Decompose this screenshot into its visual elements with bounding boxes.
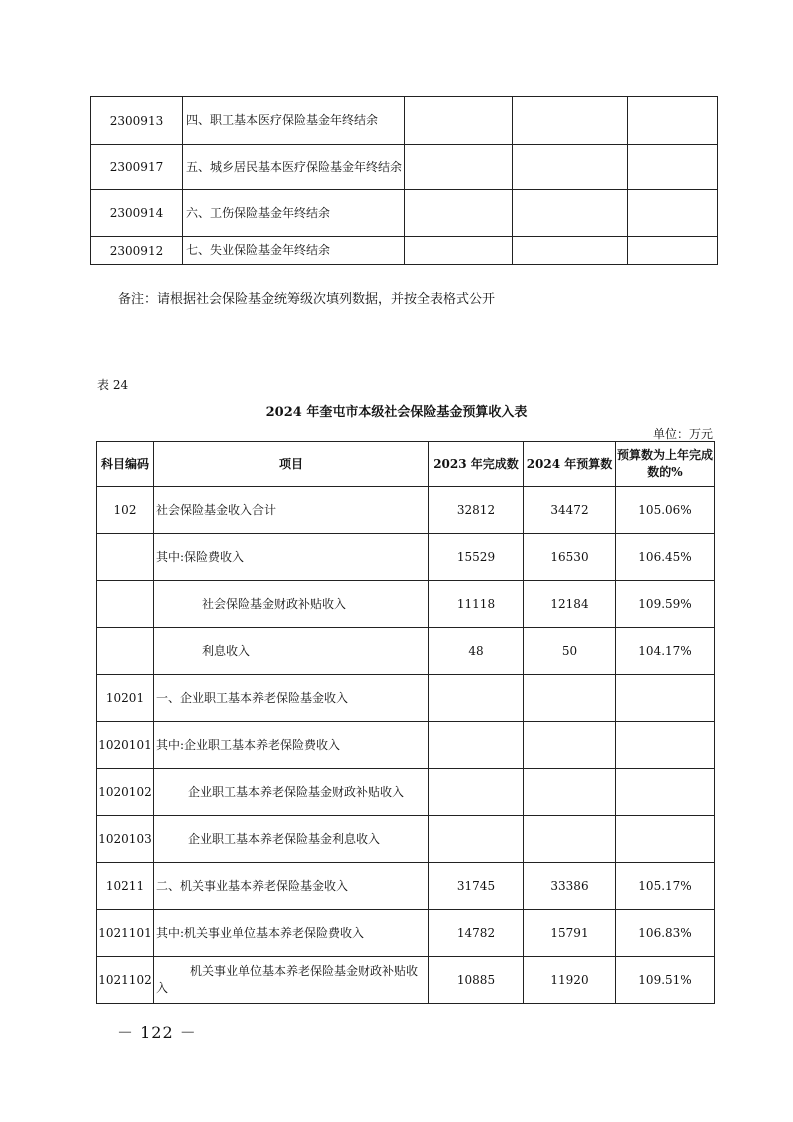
table-row — [97, 628, 715, 675]
empty-cell — [628, 97, 718, 145]
table-title: 2024 年奎屯市本级社会保险基金预算收入表 — [265, 405, 528, 420]
item-cell: 其中:企业职工基本养老保险费收入 — [154, 722, 429, 769]
header-item: 项目 — [154, 442, 429, 487]
header-budget-2024: 2024 年预算数 — [524, 442, 616, 487]
code-cell: 2300913 — [91, 97, 183, 145]
code-cell: 2300914 — [91, 190, 183, 237]
table-row — [97, 534, 715, 581]
empty-cell — [628, 190, 718, 237]
empty-cell — [513, 97, 628, 145]
ratio-cell — [616, 675, 715, 722]
empty-cell — [513, 190, 628, 237]
table-number: 表 24 — [97, 378, 129, 392]
ratio-cell: 109.51% — [616, 957, 715, 1004]
done-2023-cell: 11118 — [429, 581, 524, 628]
unit-label: 单位：万元 — [652, 427, 713, 441]
ratio-cell — [616, 769, 715, 816]
code-cell: 102 — [97, 487, 154, 534]
budget-2024-cell: 11920 — [524, 957, 616, 1004]
code-cell: 1020101 — [97, 722, 154, 769]
ratio-cell — [616, 722, 715, 769]
page-number: － 122 － — [117, 1023, 197, 1042]
code-cell: 10211 — [97, 863, 154, 910]
table-row — [97, 581, 715, 628]
code-cell — [97, 628, 154, 675]
header-ratio: 预算数为上年完成数的% — [616, 442, 715, 487]
empty-cell — [405, 97, 513, 145]
done-2023-cell: 32812 — [429, 487, 524, 534]
item-cell: 七、失业保险基金年终结余 — [183, 237, 405, 265]
table-row — [97, 863, 715, 910]
budget-2024-cell — [524, 722, 616, 769]
footnote: 备注：请根据社会保险基金统筹级次填列数据，并按全表格式公开 — [118, 292, 496, 307]
empty-cell — [405, 237, 513, 265]
empty-cell — [628, 237, 718, 265]
ratio-cell: 105.17% — [616, 863, 715, 910]
code-cell: 1021101 — [97, 910, 154, 957]
item-cell: 五、城乡居民基本医疗保险基金年终结余 — [183, 145, 405, 190]
item-cell: 一、企业职工基本养老保险基金收入 — [154, 675, 429, 722]
table-row — [97, 675, 715, 722]
budget-2024-cell — [524, 769, 616, 816]
budget-2024-cell: 50 — [524, 628, 616, 675]
code-cell: 1021102 — [97, 957, 154, 1004]
item-cell: 企业职工基本养老保险基金财政补贴收入 — [154, 769, 429, 816]
code-cell: 2300917 — [91, 145, 183, 190]
done-2023-cell: 15529 — [429, 534, 524, 581]
empty-cell — [513, 145, 628, 190]
table-row — [91, 97, 718, 145]
item-cell: 其中:机关事业单位基本养老保险费收入 — [154, 910, 429, 957]
item-cell: 企业职工基本养老保险基金利息收入 — [154, 816, 429, 863]
done-2023-cell — [429, 675, 524, 722]
ratio-cell: 106.45% — [616, 534, 715, 581]
done-2023-cell: 14782 — [429, 910, 524, 957]
budget-income-table — [96, 441, 715, 1004]
top-table — [90, 96, 718, 265]
budget-2024-cell: 33386 — [524, 863, 616, 910]
header-code: 科目编码 — [97, 442, 154, 487]
item-cell: 二、机关事业基本养老保险基金收入 — [154, 863, 429, 910]
item-cell: 六、工伤保险基金年终结余 — [183, 190, 405, 237]
empty-cell — [405, 190, 513, 237]
code-cell — [97, 581, 154, 628]
empty-cell — [628, 145, 718, 190]
code-cell: 1020103 — [97, 816, 154, 863]
table-row — [97, 910, 715, 957]
item-cell: 利息收入 — [154, 628, 429, 675]
done-2023-cell: 31745 — [429, 863, 524, 910]
table-row — [97, 722, 715, 769]
budget-2024-cell — [524, 816, 616, 863]
done-2023-cell — [429, 769, 524, 816]
code-cell: 10201 — [97, 675, 154, 722]
ratio-cell: 109.59% — [616, 581, 715, 628]
empty-cell — [405, 145, 513, 190]
ratio-cell: 104.17% — [616, 628, 715, 675]
item-cell: 四、职工基本医疗保险基金年终结余 — [183, 97, 405, 145]
item-cell: 社会保险基金财政补贴收入 — [154, 581, 429, 628]
ratio-cell — [616, 816, 715, 863]
budget-2024-cell: 12184 — [524, 581, 616, 628]
code-cell — [97, 534, 154, 581]
budget-2024-cell: 34472 — [524, 487, 616, 534]
done-2023-cell: 10885 — [429, 957, 524, 1004]
item-cell: 社会保险基金收入合计 — [154, 487, 429, 534]
table-row — [91, 237, 718, 265]
code-cell: 1020102 — [97, 769, 154, 816]
ratio-cell: 106.83% — [616, 910, 715, 957]
done-2023-cell: 48 — [429, 628, 524, 675]
table-row — [97, 769, 715, 816]
code-cell: 2300912 — [91, 237, 183, 265]
table-row — [97, 957, 715, 1004]
table-row — [97, 816, 715, 863]
done-2023-cell — [429, 722, 524, 769]
item-cell: 其中:保险费收入 — [154, 534, 429, 581]
header-row — [97, 442, 715, 487]
budget-2024-cell: 15791 — [524, 910, 616, 957]
table-row — [97, 487, 715, 534]
done-2023-cell — [429, 816, 524, 863]
table-row — [91, 190, 718, 237]
header-done-2023: 2023 年完成数 — [429, 442, 524, 487]
item-cell: 机关事业单位基本养老保险基金财政补贴收入 — [154, 957, 429, 1004]
ratio-cell: 105.06% — [616, 487, 715, 534]
budget-2024-cell: 16530 — [524, 534, 616, 581]
budget-2024-cell — [524, 675, 616, 722]
table-row — [91, 145, 718, 190]
empty-cell — [513, 237, 628, 265]
